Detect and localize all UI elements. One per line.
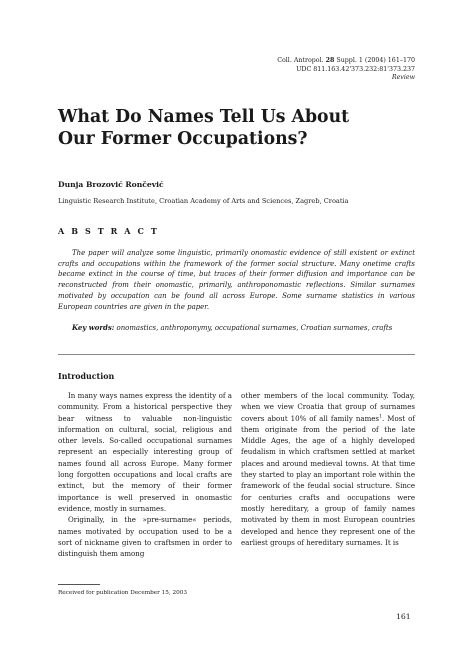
footnote-text: Received for publication December 15, 2003 — [58, 590, 187, 596]
article-type: Review — [391, 74, 415, 81]
journal-prefix: Coll. Antropol. — [277, 57, 324, 64]
body-text: . Most of them originate from the period of the late Middle Ages, the age of a highly developed feudalism in which craftsmen settled at market places and around medieval towns. At that time they started to play an important role within the framework of the feudal social structure. Since for centuries crafts and occupations were mostly hereditary, a group of family names motivated by them in most European countries developed and hence they represent one of the earliest groups of hereditary surnames. It is — [241, 413, 415, 547]
journal-suffix: Suppl. 1 (2004) 161–170 — [336, 57, 415, 64]
keywords-text: onomastics, anthroponymy, occupational surnames, Croatian surnames, crafts — [116, 324, 393, 332]
author-name: Dunja Brozović Rončević — [58, 180, 164, 189]
page-number: 161 — [396, 612, 411, 621]
article-title — [58, 106, 418, 150]
body-text: other members of the local community. Today, when we view Croatia that group of surnames covers about 10% of all family names — [241, 391, 415, 423]
author-affiliation: Linguistic Research Institute, Croatian Academy of Arts and Sciences, Zagreb, Croatia — [58, 197, 349, 205]
journal-volume: 28 — [325, 57, 335, 64]
abstract-text: The paper will analyze some linguistic, primarily onomastic evidence of still existent or extinct crafts and occupations within the framework of the former social structure. Many onetime crafts became extinct in the course of time, but traces of their former diffusion and importance can be reconstructed from their onomastic, primarily, anthroponomastic reflections. Similar surnames motivated by occupation can be found all across Europe. Some surname statistics in various European countries are given in the paper. — [58, 249, 415, 311]
keywords — [58, 323, 415, 334]
section-heading: Introduction — [58, 372, 115, 381]
abstract-heading: A B S T R A C T — [58, 226, 159, 236]
title-line-2: Our Former Occupations? — [58, 129, 308, 149]
body-paragraph: In many ways names express the identity of a community. From a historical perspective they bear witness to valuable non-linguistic information on cultural, social, religious and other levels. So-called occupational surnames represent an especially interesting group of names found all across Europe. Many former long forgotten occupations and local crafts are extinct, but the memory of their former importance is well preserved in onomastic evidence, mostly in surnames. — [58, 391, 232, 513]
abstract-divider — [58, 354, 415, 355]
body-column-right — [241, 390, 415, 548]
body-paragraph: Originally, in the »pre-surname« periods, names motivated by occupation used to be a sort of nickname given to craftsmen in order to distinguish them among — [58, 515, 232, 559]
footnote-divider — [58, 584, 100, 585]
journal-citation — [277, 57, 415, 65]
udc-code: UDC 811.163.42'373.232:81'373.237 — [296, 65, 415, 73]
keywords-label: Key words: — [72, 323, 115, 332]
title-line-1: What Do Names Tell Us About — [58, 107, 350, 127]
body-paragraph — [241, 390, 415, 548]
body-column-left — [58, 390, 232, 559]
footnote-reference: 1 — [379, 414, 382, 420]
